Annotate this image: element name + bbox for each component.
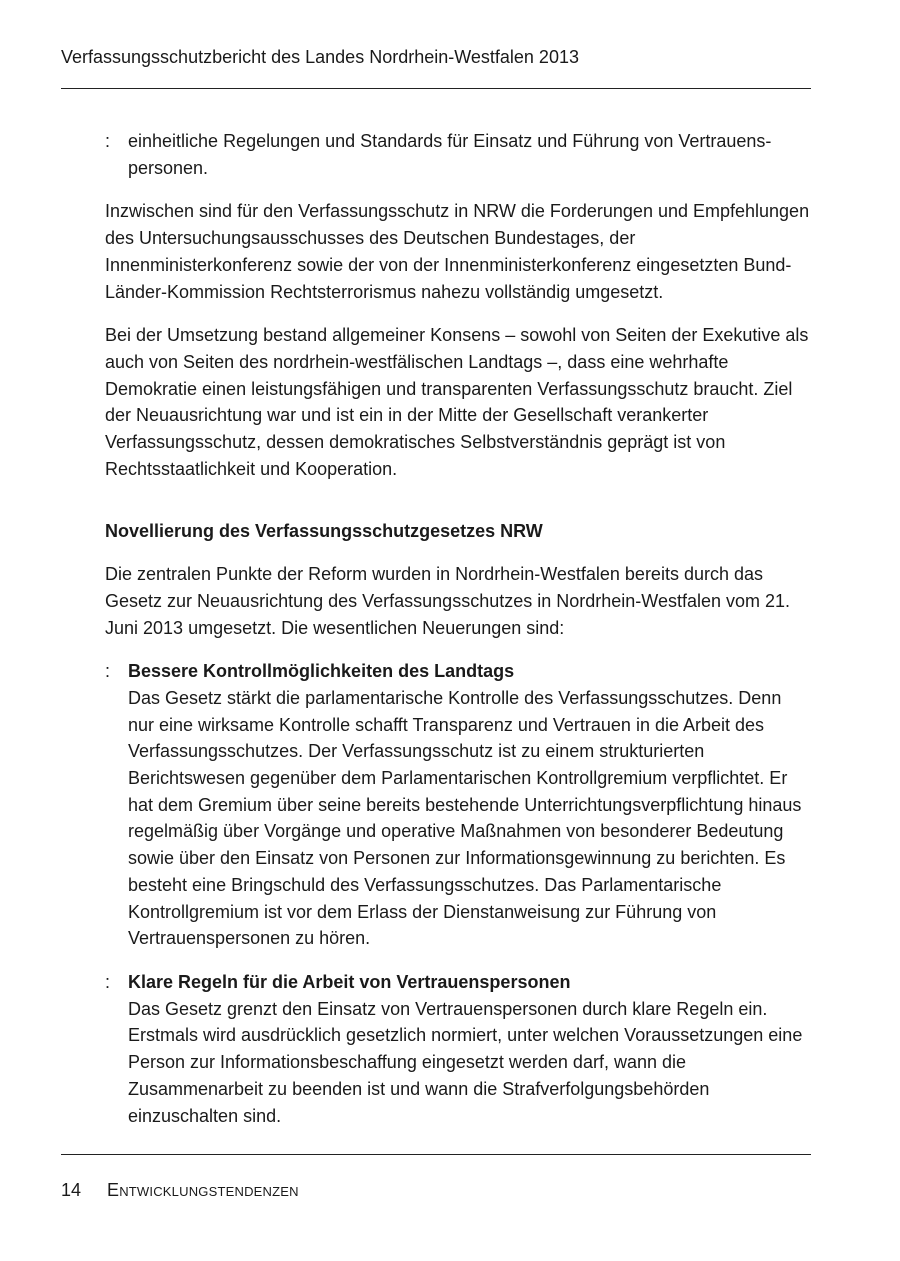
footer-rule [61,1154,811,1155]
paragraph: Bei der Umsetzung bestand allgemeiner Konsens – sowohl von Seiten der Exekutive als auch von Seiten des nordrhein-westfälischen Landtags –, dass eine wehrhafte Demokratie einen leistungsfähigen und transparenten Verfassungsschutz braucht. Ziel der Neuausrichtung war und ist ein in der Mitte der Gesellschaft verankerter Verfassungsschutz, dessen demokratisches Selbstverständnis geprägt ist von Rechtsstaatlichkeit und Kooperation. [105,325,809,479]
list-item [105,658,811,952]
chapter-title: Entwicklungstendenzen [107,1180,299,1200]
running-header: Verfassungsschutzbericht des Landes Nordrhein-Westfalen 2013 [61,47,579,67]
bullet-text: einheitliche Regelungen und Standards für Einsatz und Führung von Vertrauens-personen. [128,131,772,178]
paragraph: Inzwischen sind für den Verfassungsschutz in NRW die Forderungen und Empfehlungen des Untersuchungsausschusses des Deutschen Bundestages, der Innenministerkonferenz sowie der von der Innenministerkonferenz eingesetzten Bund-Länder-Kommission Rechtsterrorismus nahezu vollständig umgesetzt. [105,201,810,302]
bullet-marker: : [105,661,111,682]
bullet-marker: : [105,131,111,151]
header-rule [61,88,811,89]
bullet-text: Das Gesetz grenzt den Einsatz von Vertrauenspersonen durch klare Regeln ein. Erstmals wird ausdrücklich gesetzlich normiert, unter welchen Voraussetzungen eine Person zur Informationsbeschaffung eingesetzt werden darf, wann die Zusammenarbeit zu beenden ist und wann die Strafverfolgungsbehörden einzuschalten sind. [128,998,803,1126]
paragraph: Die zentralen Punkte der Reform wurden in Nordrhein-Westfalen bereits durch das Gesetz zur Neuausrichtung des Verfassungsschutzes in Nordrhein-Westfalen vom 21. Juni 2013 umgesetzt. Die wesentlichen Neuerungen sind: [105,564,791,638]
page-content [105,128,811,1146]
bullet-title: Bessere Kontrollmöglichkeiten des Landtags [128,661,515,682]
page-number: 14 [61,1180,82,1200]
list-item [105,128,811,181]
bullet-text: Das Gesetz stärkt die parlamentarische Kontrolle des Verfassungsschutzes. Denn nur eine wirksame Kontrolle schafft Transparenz und Vertrauen in die Arbeit des Verfassungsschutzes. Der Verfassungsschutz ist zu einem strukturierten Berichtswesen gegenüber dem Parlamentarischen Kontrollgremium verpflichtet. Er hat dem Gremium über seine bereits bestehende Unterrichtungsverpflichtung hinaus regelmäßig über Vorgänge und operative Maßnahmen von besonderer Bedeutung sowie über den Einsatz von Personen zur Informationsgewinnung zu berichten. Es besteht eine Bringschuld des Verfassungsschutzes. Das Parlamentarische Kontrollgremium ist vor dem Erlass der Dienstanweisung zur Führung von Vertrauenspersonen zu hören. [128,687,802,949]
section-heading: Novellierung des Verfassungsschutzgesetzes NRW [105,521,543,542]
bullet-title: Klare Regeln für die Arbeit von Vertrauenspersonen [128,971,571,992]
list-item [105,969,811,1129]
bullet-marker: : [105,971,111,992]
